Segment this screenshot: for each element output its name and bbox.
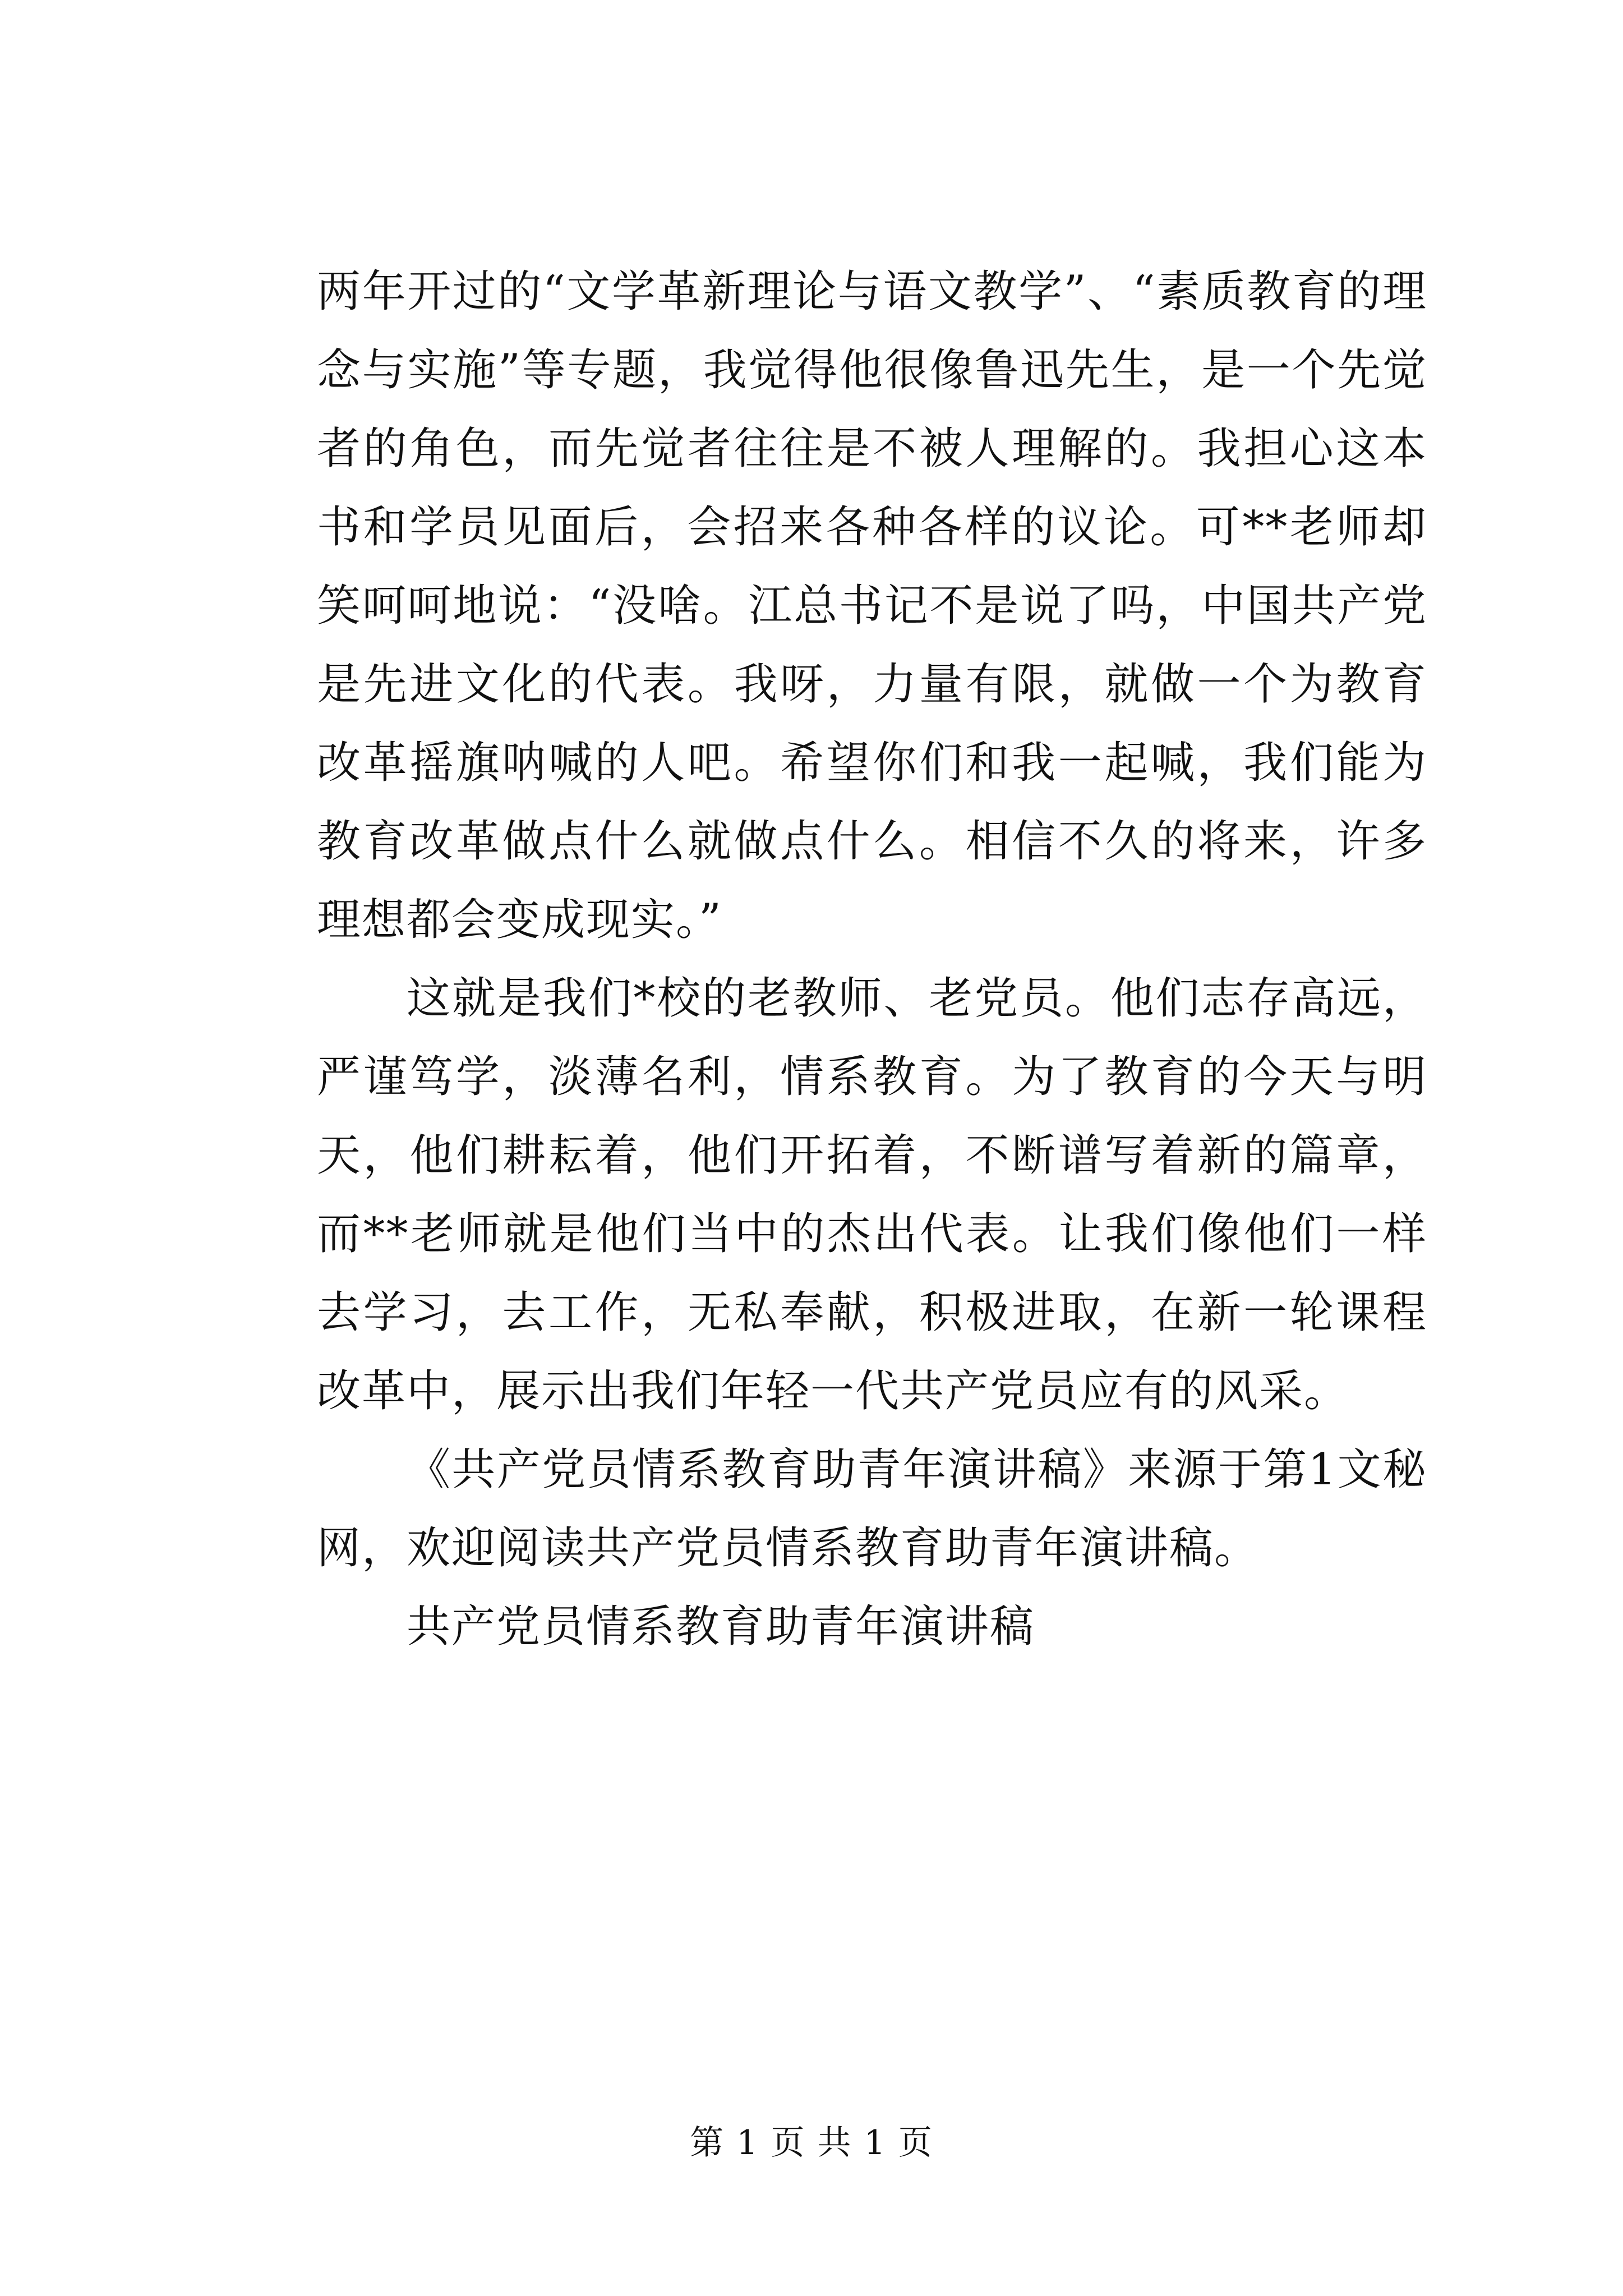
- paragraph-teachers: 这就是我们*校的老教师、老党员。他们志存高远，严谨笃学，淡薄名利，情系教育。为了教育的今天与明天，他们耕耘着，他们开拓着，不断谱写着新的篇章，而**老师就是他们当中的杰出代表。让我们像他们一样去学习，去工作，无私奉献，积极进取，在新一轮课程改革中，展示出我们年轻一代共产党员应有的风采。: [317, 973, 1427, 1416]
- paragraph-title-repeat: 共产党员情系教育助青年演讲稿: [407, 1602, 1035, 1652]
- paragraph-source-note: 《共产党员情系教育助青年演讲稿》来源于第1文秘网，欢迎阅读共产党员情系教育助青年演讲稿。: [317, 1444, 1427, 1573]
- page-footer: 第 1 页 共 1 页: [690, 2123, 933, 2162]
- document-body: [317, 252, 1427, 1666]
- paragraph-continuation: 两年开过的“文学革新理论与语文教学”、“素质教育的理念与实施”等专题，我觉得他很像鲁迅先生，是一个先觉者的角色，而先觉者往往是不被人理解的。我担心这本书和学员见面后，会招来各种各样的议论。可**老师却笑呵呵地说：“没啥。江总书记不是说了吗，中国共产党是先进文化的代表。我呀，力量有限，就做一个为教育改革摇旗呐喊的人吧。希望你们和我一起喊，我们能为教育改革做点什么就做点什么。相信不久的将来，许多理想都会变成现实。”: [317, 266, 1427, 945]
